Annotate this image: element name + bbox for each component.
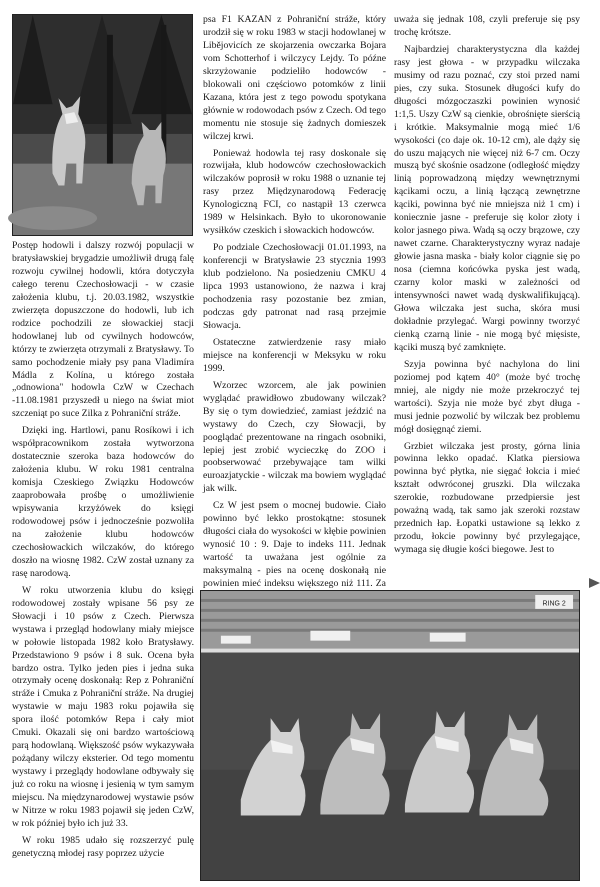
paragraph: Wzorzec wzorcem, ale jak powinien wyglądać prawidłowo zbudowany wilczak? By się o tym dowiedzieć, zamiast jeździć na wystawy do Czech, czy Słowacji, by pooglądać prezentowane na ringach osobniki, lepiej jest zrobić wycieczkę do ZOO i poobserwować przebywające tam wilki euroazjatyckie - wilczak ma bowiem wyglądać jak wilk. [203, 379, 386, 495]
paragraph: Po podziale Czechosłowacji 01.01.1993, na konferencji w Bratysławie 23 stycznia 1993 klub podzielono. Na posiedzeniu CMKU 4 lipca 1993 ustanowiono, że nazwa i kraj pochodzenia rasy pozostanie bez zmian, podczas gdy patronat nad rasą przejmie Słowacja. [203, 242, 386, 331]
paragraph: Najbardziej charakterystyczna dla każdej rasy jest głowa - w przypadku wilczaka musimy od razu poznać, czy stoi przed nami pies, czy suka. Stosunek długości kufy do długości mózgoczaszki powinien wynosić 1:1,5. Uszy CzW są cienkie, obrośnięte sierścią i krótkie. Maksymalnie mogą mieć 1/6 wysokości (co daje ok. 10-12 cm), ale dąży się do uszu mających nie więcej niż 6-7 cm. Oczy muszą być skośnie osadzone (odległość między linią poprowadzoną między wewnętrznymi kącikami oczu, a linią łączącą zewnętrzne kąciki, powinna być nie mniejsza niż 1 cm) i koniecznie jasne - preferuje się kolor złoty i kolor jasnego piwa. Wadą są oczy brązowe, czy nawet czarne. Charakterystyczny wyraz nadaje głowie jasna maska - biały kolor ciągnie się po nosa (ciemna końcówka pyska jest wadą, czarny kolor maski w zależności od intensywności nawet wadą dyskwalifikującą). Głowa wilczaka jest sucha, skóra musi dokładnie przylegać. Wargi powinny tworzyć cienką czarną linie - nie mogą być mięsiste, kąciki muszą być zamknięte. [394, 43, 580, 353]
paragraph: Ostateczne zatwierdzenie rasy miało miejsce na konferencji w Meksyku w roku 1999. [203, 336, 386, 374]
paragraph: W roku 1985 udało się rozszerzyć pulę genetyczną młodej rasy poprzez użycie [12, 834, 194, 859]
article-column-3 [394, 14, 580, 592]
paragraph: Ponieważ hodowla tej rasy doskonale się rozwijała, klub hodowców czechosłowackich wilczaków poprosił w roku 1988 o uznanie tej rasy przez Międzynarodową Federację Kynologiczną FCI, co nastąpił 13 czerwca 1989 w Helsinkach. Było to ukoronowanie wysiłków czeskich i słowackich hodowców. [203, 147, 386, 237]
paragraph: Postęp hodowli i dalszy rozwój populacji w bratysławskiej brygadzie umożliwił drugą falę rozwoju cywilnej hodowli, która dotyczyła całego terenu Czechosłowacji - w czasie założenia klubu, t.j. 20.03.1982, wszystkie zwierzęta dopuszczone do hodowli, lub ich rodzice pochodzili ze słowackiej stacji hodowlanej lub od cywilnych hodowców, którzy te zwierzęta otrzymali z Bratysławy. To samo pochodzenie miały psy pana Vladimíra Mádla z Kolína, u którego została „odnowiona" hodowla CzW w Czechach -11.08.1981 przyszedł u niego na świat miot szczeniąt po suce Zilka z Pohraniční stráže. [12, 240, 194, 420]
paragraph: psa F1 KAZAN z Pohraniční stráže, który urodził się w roku 1983 w stacji hodowlanej w Libějovicích ze skojarzenia owczarka Bojara vom Schotterhof i wilczycy Lejdy. To późne skrzyżowanie podzieliło hodowców - blokowali oni częściowo potomków z linii Kazana, która jest z tego powodu spotykana głównie w rodowodach psów z Czech. Od tego momentu nie stosuje się żadnych domieszek wilczej krwi. [203, 14, 386, 142]
wolfdogs-stadium-photo [200, 590, 580, 881]
article-column-1 [12, 240, 194, 882]
paragraph: uważa się jednak 108, czyli preferuje się psy trochę krótsze. [394, 14, 580, 38]
wolfdogs-forest-photo [12, 14, 193, 236]
article-column-2 [203, 14, 386, 592]
stadium-photo-icon [201, 591, 579, 880]
page-continue-arrow-icon [589, 578, 600, 588]
paragraph: Dzięki ing. Hartlowi, panu Rosíkowi i ich współpracownikom została wytworzona dostatecznie szeroka baza hodowców do założenia klubu. W roku 1981 centralna komisja Czeskiego Związku Hodowców zaaprobowała prośbę o umożliwienie wpisywania krzyżówek do księgi rodowodowej psów i jednocześnie pozwoliła na założenie klubu hodowców czechosłowackich wilczaków, do którego doszło na wiosnę 1982. CzW został uznany za rasę narodową. [12, 425, 194, 579]
ring-sign-label: RING 2 [542, 600, 566, 608]
paragraph: W roku utworzenia klubu do księgi rodowodowej zostały wpisane 56 psy ze Słowacji i 10 psów z Czech. Pierwsza wystawa i przegląd hodowlany miały miejsce w połowie listopada 1982 koło Bratysławy. Przedstawiono 9 psów i 8 suk. Ocena była bardzo ostra. Tylko jeden pies i jedna suka otrzymały ocenę doskonałą: Rep z Pohraniční stráže i Cmuka z Pohraniční stráže. Na drugiej wystawie w maju 1983 roku pojawiła się spora ilość potomków Repa i cały miot Cmuki. Okazali się oni bardzo wartościową parą hodowlaną. Większość psów wykazywała pożądany wilczy eksterier. Od tego momentu wystawy i przeglądy hodowlane odbywały się już co roku na wiosnę i jesienią w tym samym miejscu. Na międzynarodowej wystawie psów w Nitrze w roku 1983 pojawił się jeden CzW, w rok później było ich już 33. [12, 584, 194, 829]
paragraph: Szyja powinna być nachylona do lini poziomej pod kątem 40° (może być trochę mniej, ale nigdy nie może przekroczyć tej wartości). Szyja nie może być zbyt długa - musi jednie pozwolić by wilczak bez problemu mógł dosięgnąć ziemi. [394, 358, 580, 435]
paragraph: Grzbiet wilczaka jest prosty, górna linia powinna lekko opadać. Klatka piersiowa powinna być płytka, nie sięgać łokcia i mieć kształt odwróconej gruszki. Dla wilczaka szerokie, rozbudowane przedpiersie jest poważną wadą, tak samo jak szeroki rozstaw przednich łap. Łopatki ustawione są lekko z przodu, łokcie powinny być przylegające, wymaga się długie kości biegowe. Jest to [394, 440, 580, 556]
paragraph: Cz W jest psem o mocnej budowie. Ciało powinno być lekko prostokątne: stosunek długości ciała do wysokości w kłębie powinien wynosić 10 : 9. Daje to indeks 111. Jednak wartość ta uważana jest ogólnie za maksymalną - pies na ocenę doskonałą nie powinien mieć indeksu większego niż 111. Za [203, 500, 386, 590]
forest-photo-icon [13, 15, 192, 235]
